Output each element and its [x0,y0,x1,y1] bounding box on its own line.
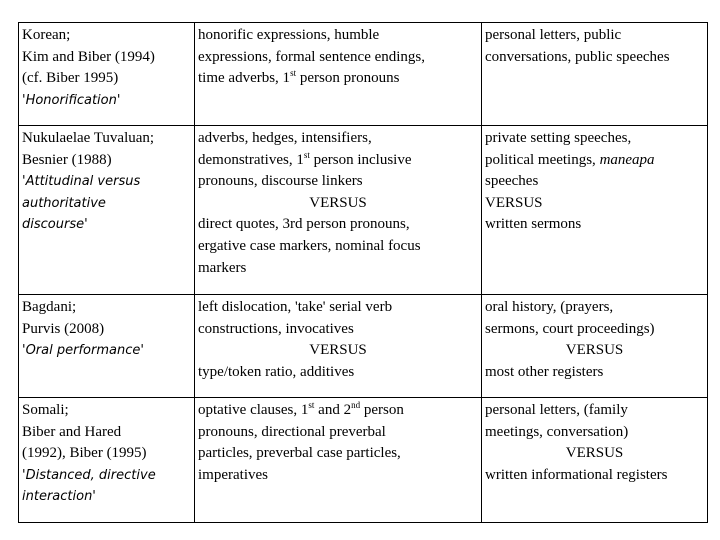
source-citation: Purvis (2008) [22,320,105,337]
feature-line: pronouns, directional preverbal [198,423,386,440]
register-line: written sermons [485,216,582,233]
feature-line: pronouns, discourse linkers [198,173,363,190]
source-citation: (1992), Biber (1995) [22,445,147,462]
feature-line: expressions, formal sentence endings, [198,48,426,65]
language-name: Korean; [22,27,71,43]
feature-line: direct quotes, 3rd person pronouns, [198,216,410,233]
register-line: most other registers [485,363,604,380]
register-line: personal letters, public [485,27,622,43]
registers-cell [482,126,708,295]
features-cell [195,398,482,523]
language-name: Bagdani; [22,299,77,315]
versus-label: VERSUS [309,194,367,211]
dimension-label: 'Oral performance' [22,343,144,359]
feature-line: optative clauses, 1st and 2nd person [198,400,404,418]
feature-line: imperatives [198,466,268,483]
versus-label: VERSUS [565,445,624,462]
source-citation: Kim and Biber (1994) [22,48,155,65]
dimension-label: discourse' [22,217,88,233]
dimension-label: 'Honorification' [22,92,121,108]
register-line: conversations, public speeches [485,48,670,65]
dimension-label: 'Distanced, directive [22,467,156,483]
register-line: personal letters, (family [485,402,628,418]
features-cell [195,23,482,126]
registers-cell [482,23,708,126]
feature-line: type/token ratio, additives [198,363,355,380]
register-line: written informational registers [485,466,668,483]
feature-line: markers [198,259,247,276]
register-line: political meetings, maneapa [485,151,655,168]
feature-line: constructions, invocatives [198,320,354,337]
feature-line: honorific expressions, humble [198,27,380,43]
register-line: meetings, conversation) [485,423,629,440]
registers-table [18,22,708,523]
registers-cell [482,398,708,523]
register-line: sermons, court proceedings) [485,320,655,337]
source-citation: (cf. Biber 1995) [22,70,119,87]
versus-label: VERSUS [565,342,624,359]
registers-cell [482,295,708,398]
dimension-label: interaction' [22,489,96,505]
feature-line: left dislocation, 'take' serial verb [198,299,393,315]
table-row [19,126,708,295]
language-cell [19,295,195,398]
dimension-label: authoritative [22,195,106,211]
feature-line: ergative case markers, nominal focus [198,237,421,254]
table-row [19,398,708,523]
versus-label: VERSUS [485,194,543,211]
language-name: Somali; [22,402,69,418]
features-cell [195,295,482,398]
feature-line: particles, preverbal case particles, [198,445,401,462]
versus-label: VERSUS [309,342,367,359]
features-cell [195,126,482,295]
feature-line: adverbs, hedges, intensifiers, [198,130,372,146]
source-citation: Biber and Hared [22,423,122,440]
register-line: speeches [485,173,539,190]
language-cell [19,398,195,523]
register-line: oral history, (prayers, [485,299,614,315]
language-cell [19,126,195,295]
source-citation: Besnier (1988) [22,151,112,168]
feature-line: time adverbs, 1st person pronouns [198,68,400,87]
language-name: Nukulaelae Tuvaluan; [22,130,155,146]
feature-line: demonstratives, 1st person inclusive [198,149,412,168]
dimension-label: 'Attitudinal versus [22,174,141,190]
register-line: private setting speeches, [485,130,632,146]
table-row [19,295,708,398]
table-row [19,23,708,126]
language-cell [19,23,195,126]
